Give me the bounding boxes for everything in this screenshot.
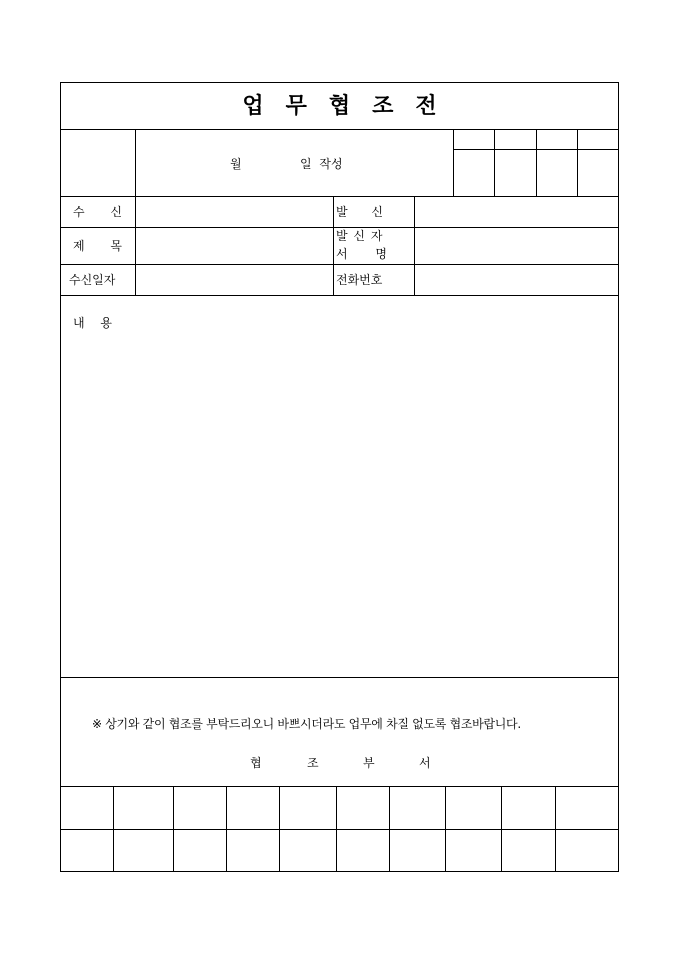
sender-field[interactable] (415, 197, 619, 227)
sender-signature-label-line1: 발 신 자 (336, 229, 383, 243)
coop-dept-char-4: 서 (419, 756, 431, 770)
phone-field[interactable] (415, 265, 619, 295)
title-char-5: 전 (415, 93, 437, 119)
form-title (61, 93, 618, 119)
dept-sign-cell[interactable] (279, 829, 336, 871)
dept-sign-row (61, 829, 618, 871)
sender-label: 발 신 (336, 205, 383, 219)
subject-label: 제 목 (73, 239, 122, 253)
dept-sign-cell[interactable] (555, 829, 618, 871)
dept-sign-cell[interactable] (501, 829, 555, 871)
receive-date-field[interactable] (136, 265, 333, 295)
dept-name-cell[interactable] (279, 786, 336, 829)
dept-name-cell[interactable] (501, 786, 555, 829)
dept-sign-cell[interactable] (336, 829, 389, 871)
dept-name-row (61, 786, 618, 829)
dept-sign-cell[interactable] (445, 829, 501, 871)
dept-sign-cell[interactable] (61, 829, 113, 871)
coop-dept-char-3: 부 (363, 756, 375, 770)
divider (135, 129, 136, 196)
receiver-field[interactable] (136, 197, 333, 227)
notice-text: ※ 상기와 같이 협조를 부탁드리오니 바쁘시더라도 업무에 차질 없도록 협조바랍니다. (92, 717, 521, 731)
approval-title-cell[interactable] (577, 129, 619, 149)
content-label: 내 용 (73, 316, 112, 330)
coop-dept-char-2: 조 (307, 756, 319, 770)
date-day-written-label: 일 작성 (300, 157, 343, 171)
approval-sign-cell[interactable] (494, 149, 536, 196)
title-char-3: 협 (328, 93, 351, 119)
approval-title-cell[interactable] (536, 129, 577, 149)
dept-name-cell[interactable] (226, 786, 279, 829)
dept-name-cell[interactable] (389, 786, 445, 829)
title-char-2: 무 (285, 93, 307, 119)
receive-date-label: 수신일자 (69, 273, 116, 287)
dept-sign-cell[interactable] (173, 829, 226, 871)
approval-sign-cell[interactable] (453, 149, 494, 196)
dept-name-cell[interactable] (555, 786, 618, 829)
divider (61, 677, 618, 678)
subject-field[interactable] (136, 228, 333, 264)
cooperation-request-form (60, 82, 619, 872)
dept-name-cell[interactable] (336, 786, 389, 829)
receiver-label: 수 신 (73, 205, 122, 219)
dept-name-cell[interactable] (113, 786, 173, 829)
phone-label: 전화번호 (336, 273, 383, 287)
date-month-label: 월 (230, 157, 242, 171)
dept-name-cell[interactable] (445, 786, 501, 829)
dept-name-cell[interactable] (173, 786, 226, 829)
sender-signature-field[interactable] (415, 228, 619, 264)
content-field[interactable] (61, 333, 618, 677)
approval-title-cell[interactable] (453, 129, 494, 149)
dept-sign-cell[interactable] (226, 829, 279, 871)
divider (333, 196, 334, 295)
approval-title-cell[interactable] (494, 129, 536, 149)
dept-sign-cell[interactable] (113, 829, 173, 871)
dept-sign-cell[interactable] (389, 829, 445, 871)
divider (61, 295, 618, 296)
approval-signature-grid (453, 129, 619, 196)
approval-sign-cell[interactable] (536, 149, 577, 196)
sender-signature-label-line2: 서 명 (336, 247, 387, 261)
approval-sign-cell[interactable] (577, 149, 619, 196)
title-char-4: 조 (372, 93, 394, 119)
dept-name-cell[interactable] (61, 786, 113, 829)
title-char-1: 업 (242, 93, 264, 119)
coop-dept-char-1: 협 (250, 756, 262, 770)
